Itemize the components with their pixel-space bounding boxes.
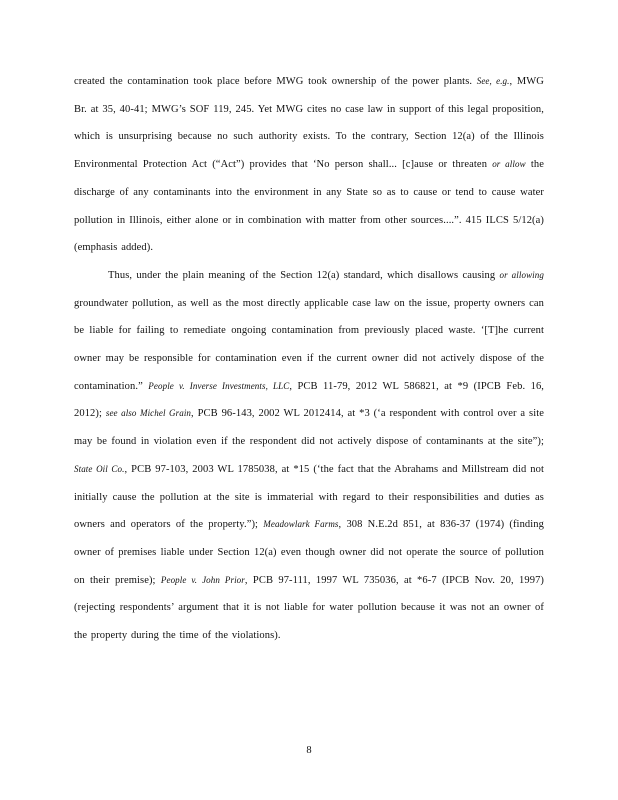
text-segment: , PCB 97-111, 1997 WL 735036, at *6-7 (IPCB Nov. 20, 1997) (rejecting respondents’ argument that it is not liable for water pollution because it was not an owner of the property during the time of the violations).: [74, 574, 545, 642]
text-segment: , PCB 96-143, 2002 WL 2012414, at *3 (‘a respondent with control over a site may be found in violation even if the respondent did not actively dispose of contaminants at the site”);: [74, 408, 544, 448]
paragraph-2: [74, 262, 544, 650]
text-segment: groundwater pollution, as well as the most directly applicable case law on the issue, property owners can be liable for failing to remediate ongoing contamination from previously placed waste. ‘[T]he current owner may be responsible for contamination even if the current owner did not actively dispose of the contamination.”: [74, 297, 544, 392]
emphasis-text: or allowing: [499, 269, 544, 280]
text-segment: created the contamination took place before MWG took ownership of the power plants.: [74, 76, 477, 87]
text-segment: , MWG Br. at 35, 40-41; MWG’s SOF 119, 245. Yet MWG cites no case law in support of this legal proposition, which is unsurprising because no such authority exists. To the contrary, Section 12(a) of the Illinois Environmental Protection Act (“Act”) provides that ‘No person shall... [c]ause or threaten: [74, 76, 544, 171]
document-body: [74, 68, 544, 650]
case-citation: see also Michel Grain: [105, 408, 192, 419]
paragraph-1: [74, 68, 544, 262]
text-segment: , PCB 97-103, 2003 WL 1785038, at *15 (‘the fact that the Abrahams and Millstream did not initially cause the pollution at the site is immaterial with regard to their responsibilities and duties as owners and operators of the property.”);: [74, 463, 544, 531]
case-citation: State Oil Co.: [74, 463, 125, 474]
text-segment: , PCB 11-79, 2012 WL 586821, at *9 (IPCB Feb. 16, 2012);: [74, 380, 545, 420]
emphasis-text: or allow: [492, 159, 526, 170]
case-citation: People v. John Prior: [160, 574, 245, 585]
text-segment: , 308 N.E.2d 851, at 836-37 (1974) (finding owner of premises liable under Section 12(a) even though owner did not operate the source of pollution on their premise);: [74, 519, 544, 586]
citation-signal: See, e.g.: [476, 76, 510, 86]
case-citation: People v. Inverse Investments, LLC: [148, 380, 290, 391]
case-citation: Meadowlark Farms: [263, 519, 339, 530]
page-number: 8: [306, 745, 312, 756]
text-segment: Thus, under the plain meaning of the Section 12(a) standard, which disallows causing: [108, 269, 500, 281]
text-segment: the discharge of any contaminants into the environment in any State so as to cause or tend to cause water pollution in Illinois, either alone or in combination with matter from other sources....”. 415 ILCS 5/12(a) (emphasis added).: [74, 159, 544, 254]
